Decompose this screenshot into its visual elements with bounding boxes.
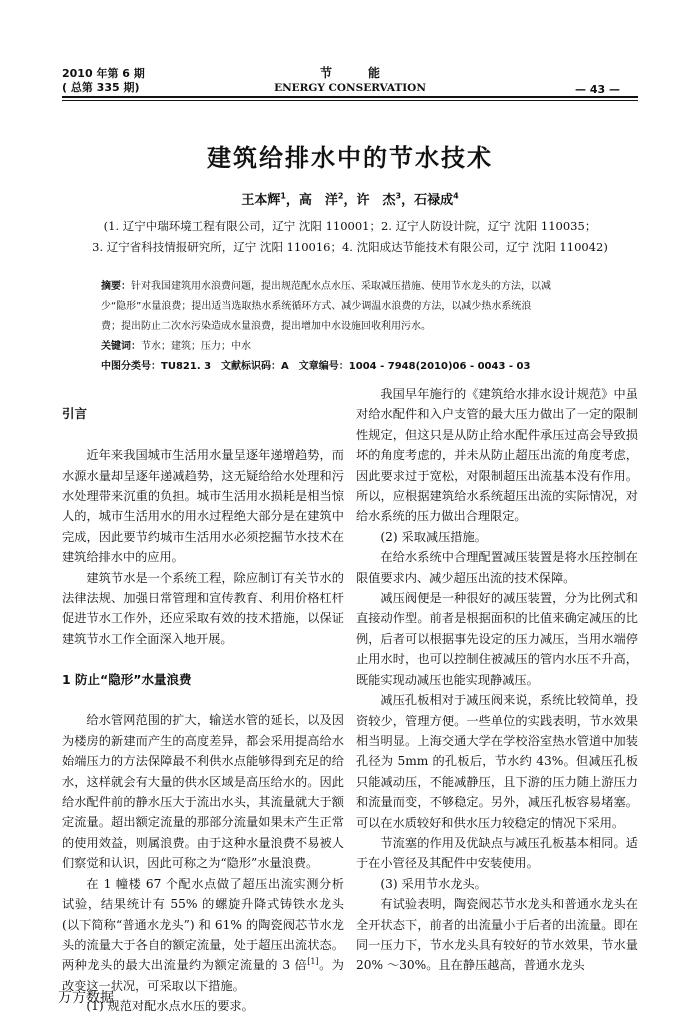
paragraph: (2) 采取减压措施。 [380, 529, 487, 544]
header-rule-thick [62, 96, 638, 98]
section-heading-intro: 引言 [62, 406, 88, 422]
abstract-label: 摘要： [101, 281, 131, 292]
author-name: ，许 杰 [343, 193, 396, 208]
keywords-line [101, 337, 597, 357]
footer-watermark: 万方数据 [58, 990, 114, 1006]
affiliation-line-2: 3. 辽宁省科技情报研究所，辽宁 沈阳 110016；4. 沈阳成达节能技术有限公司，辽宁 沈阳 110042) [92, 240, 608, 254]
keywords-label: 关键词： [101, 341, 141, 352]
paragraph-text: 在 1 幢楼 67 个配水点做了超压出流实测分析试验，结果统计有 55% 的螺旋升降式铸铁水龙头 (以下简称“普通水龙头”) 和 61% 的陶瓷阀芯节水龙头的流量大于各自的额定流量，处于超压出流状态。两种龙头的最大出流量约为额定流量的 3 倍 [62, 876, 344, 973]
paragraph: (3) 采用节水龙头。 [380, 876, 487, 891]
paragraph: 有试验表明，陶瓷阀芯节水龙头和普通水龙头在全开状态下，前者的出流量小于后者的出流量。即在同一压力下，节水龙头具有较好的节水效果，节水量 20% ～30%。且在静压越高，普通水龙头 [356, 897, 638, 973]
author-sup: 3 [395, 191, 402, 201]
section-heading-1: 1 防止“隐形”水量浪费 [62, 671, 192, 687]
paragraph: 我国早年施行的《建筑给水排水设计规范》中虽对给水配件和入户支管的最大压力做出了一定的限制性规定，但这只是从防止给水配件承压过高会导致损坏的角度考虑的，并未从防止超压出流的角度考虑，因此要求过于宽松，对限制超压出流基本没有作用。所以，应根据建筑给水系统超压出流的实际情况，对给水系统的压力做出合理限定。 [356, 387, 638, 524]
paragraph: (1) 规范对配水点水压的要求。 [86, 999, 254, 1014]
article-title: 建筑给排水中的节水技术 [207, 144, 493, 172]
journal-title-en: ENERGY CONSERVATION [274, 82, 426, 94]
author-sup: 1 [280, 191, 286, 201]
page-number: — 43 — [575, 83, 620, 96]
author-name: 王本辉 [241, 193, 281, 208]
body-column-right [356, 384, 638, 976]
abstract-block [101, 277, 597, 377]
authors-line [0, 189, 700, 208]
paragraph: 给水管网范围的扩大，输送水管的延长，以及因为楼房的新建而产生的高度差异，都会采用提高给水始端压力的方法保障最不利供水点能够得到充足的给水，这样就会有大量的供水区域是高压给水的。因此给水配件前的静水压大于流出水头，其流量就大于额定流量。超出额定流量的那部分流量如果未产生正常的使用效益，则属浪费。由于这种水量浪费不易被人们察觉和认识，因此可称之为“隐形”水量浪费。 [62, 713, 344, 871]
paragraph: 近年来我国城市生活用水量呈逐年递增趋势，而水源水量却呈逐年递减趋势，这无疑给给水处理和污水处理带来沉重的负担。城市生活用水损耗是相当惊人的，城市生活用水的用水过程绝大部分是在建筑中完成，因此要节约城市生活用水必须挖掘节水技术在建筑给排水中的应用。 [62, 448, 344, 565]
citation-ref: [1] [307, 957, 319, 967]
abstract-line: 少“隐形”水量浪费；提出适当选取热水系统循环方式、减少调温水浪费的方法，以减少热水系统浪 [101, 301, 532, 312]
author-sup: 4 [453, 191, 459, 201]
paragraph: 减压孔板相对于减压阀来说，系统比较简单，投资较少，管理方便。一些单位的实践表明，节水效果相当明显。上海交通大学在学校浴室热水管道中加装孔径为 5mm 的孔板后，节水约 43%。但减压孔板只能减动压，不能减静压，且下游的压力随上游压力和流量而变，不够稳定。另外，减压孔板容易堵塞。可以在水质较好和供水压力较稳定的情况下采用。 [356, 693, 638, 830]
paragraph: 节流塞的作用及优缺点与减压孔板基本相同。适于在小管径及其配件中安装使用。 [356, 835, 638, 871]
issue-line-1: 2010 年第 6 期 [62, 67, 145, 80]
paragraph [62, 874, 344, 996]
paragraph-text: 。为改变这一状况，可采取以下措施。 [62, 958, 344, 993]
author-name: ，高 洋 [285, 193, 338, 208]
classification-line: 中图分类号：TU821. 3 文献标识码：A 文章编号：1004 - 7948(2010)06 - 0043 - 03 [101, 361, 531, 372]
affiliation-line-1: (1. 辽宁中瑞环境工程有限公司，辽宁 沈阳 110001；2. 辽宁人防设计院，辽宁 沈阳 110035； [103, 219, 597, 233]
author-sup: 2 [337, 191, 344, 201]
abstract-line [101, 277, 597, 297]
paragraph: 在给水系统中合理配置减压装置是将水压控制在限值要求内、减少超压出流的技术保障。 [356, 550, 638, 585]
abstract-text: 针对我国建筑用水浪费问题，提出规范配水点水压、采取减压措施、使用节水龙头的方法，以减 [131, 281, 551, 292]
body-column-left [62, 384, 344, 1017]
header-rule-thin [62, 100, 638, 101]
abstract-line: 费；提出防止二次水污染造成水量浪费，提出增加中水设施回收利用污水。 [101, 321, 431, 332]
paragraph: 建筑节水是一个系统工程，除应制订有关节水的法律法规、加强日常管理和宣传教育、利用价格杠杆促进节水工作外，还应采取有效的技术措施，以保证建筑节水工作全面深入地开展。 [62, 570, 344, 646]
keywords-text: 节水；建筑；压力；中水 [141, 341, 251, 352]
author-name: ，石禄成 [401, 193, 454, 208]
paragraph: 减压阀便是一种很好的减压装置，分为比例式和直接动作型。前者是根据面积的比值来确定减压的比例，后者可以根据事先设定的压力减压，当用水端停止用水时，也可以控制住被减压的管内水压不升高，既能实现动减压也能实现静减压。 [356, 591, 638, 687]
journal-title-cn: 节 能 [319, 66, 380, 80]
issue-line-2: ( 总第 335 期) [62, 81, 140, 94]
